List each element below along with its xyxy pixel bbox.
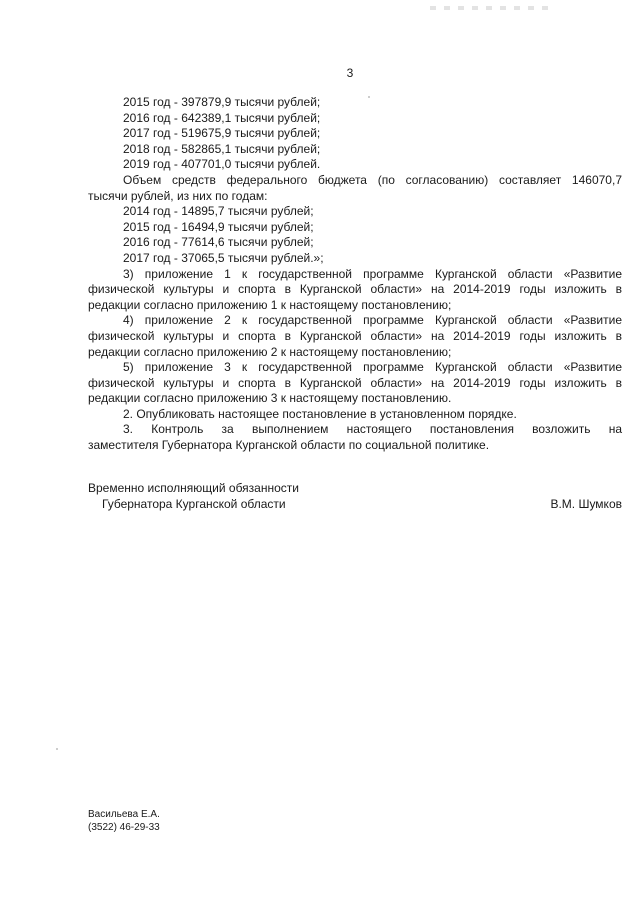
item-4-paragraph bbox=[88, 313, 622, 360]
executor-block bbox=[88, 808, 160, 834]
paragraph-line: 3. Контроль за выполнением настоящего постановления возложить на bbox=[123, 422, 622, 437]
signatory-title-line-2: Губернатора Курганской области bbox=[102, 496, 286, 511]
executor-phone: (3522) 46-29-33 bbox=[88, 822, 160, 833]
signatory-name: В.М. Шумков bbox=[550, 496, 622, 511]
clause-3-paragraph bbox=[88, 422, 622, 453]
scan-header-artifact bbox=[430, 6, 550, 10]
federal-year-line: 2017 год - 37065,5 тысячи рублей.»; bbox=[123, 250, 324, 265]
paragraph-line: редакции согласно приложению 2 к настоящему постановлению; bbox=[88, 344, 452, 359]
paragraph-line: 4) приложение 2 к государственной программе Курганской области «Развитие bbox=[123, 313, 622, 328]
paragraph-line: 3) приложение 1 к государственной программе Курганской области «Развитие bbox=[123, 266, 622, 281]
federal-budget-paragraph bbox=[88, 173, 622, 204]
executor-name: Васильева Е.А. bbox=[88, 809, 160, 820]
paragraph-line: заместителя Губернатора Курганской области по социальной политике. bbox=[88, 438, 490, 453]
federal-year-line: 2014 год - 14895,7 тысячи рублей; bbox=[123, 204, 314, 219]
regional-year-line: 2015 год - 397879,9 тысячи рублей; bbox=[123, 95, 321, 109]
item-5-paragraph bbox=[88, 360, 622, 407]
federal-year-line: 2016 год - 77614,6 тысячи рублей; bbox=[123, 235, 314, 250]
paragraph-line: физической культуры и спорта в Курганской области» на 2014-2019 годы изложить в bbox=[88, 282, 622, 297]
paragraph-line: редакции согласно приложению 3 к настоящему постановлению. bbox=[88, 391, 452, 406]
regional-year-line: 2016 год - 642389,1 тысячи рублей; bbox=[123, 110, 321, 125]
regional-year-line: 2017 год - 519675,9 тысячи рублей; bbox=[123, 126, 321, 141]
signature-block bbox=[88, 481, 622, 512]
paragraph-line: Объем средств федерального бюджета (по согласованию) составляет 146070,7 bbox=[123, 172, 622, 187]
paragraph-line: 5) приложение 3 к государственной программе Курганской области «Развитие bbox=[123, 360, 622, 375]
regional-year-line: 2018 год - 582865,1 тысячи рублей; bbox=[123, 141, 321, 156]
item-3-paragraph bbox=[88, 267, 622, 314]
page-number: 3 bbox=[346, 66, 354, 80]
paragraph-line: тысячи рублей, из них по годам: bbox=[88, 188, 268, 203]
document-body bbox=[88, 95, 622, 454]
paragraph-line: физической культуры и спорта в Курганской области» на 2014-2019 годы изложить в bbox=[88, 375, 622, 390]
signatory-title-line-1: Временно исполняющий обязанности bbox=[88, 481, 299, 495]
scan-speck bbox=[56, 748, 58, 750]
clause-2: 2. Опубликовать настоящее постановление в установленном порядке. bbox=[123, 406, 517, 421]
paragraph-line: редакции согласно приложению 1 к настоящему постановлению; bbox=[88, 297, 452, 312]
paragraph-line: физической культуры и спорта в Курганской области» на 2014-2019 годы изложить в bbox=[88, 328, 622, 343]
federal-year-line: 2015 год - 16494,9 тысячи рублей; bbox=[123, 219, 314, 234]
signatory-row bbox=[88, 497, 622, 513]
regional-year-line: 2019 год - 407701,0 тысячи рублей. bbox=[123, 157, 321, 172]
